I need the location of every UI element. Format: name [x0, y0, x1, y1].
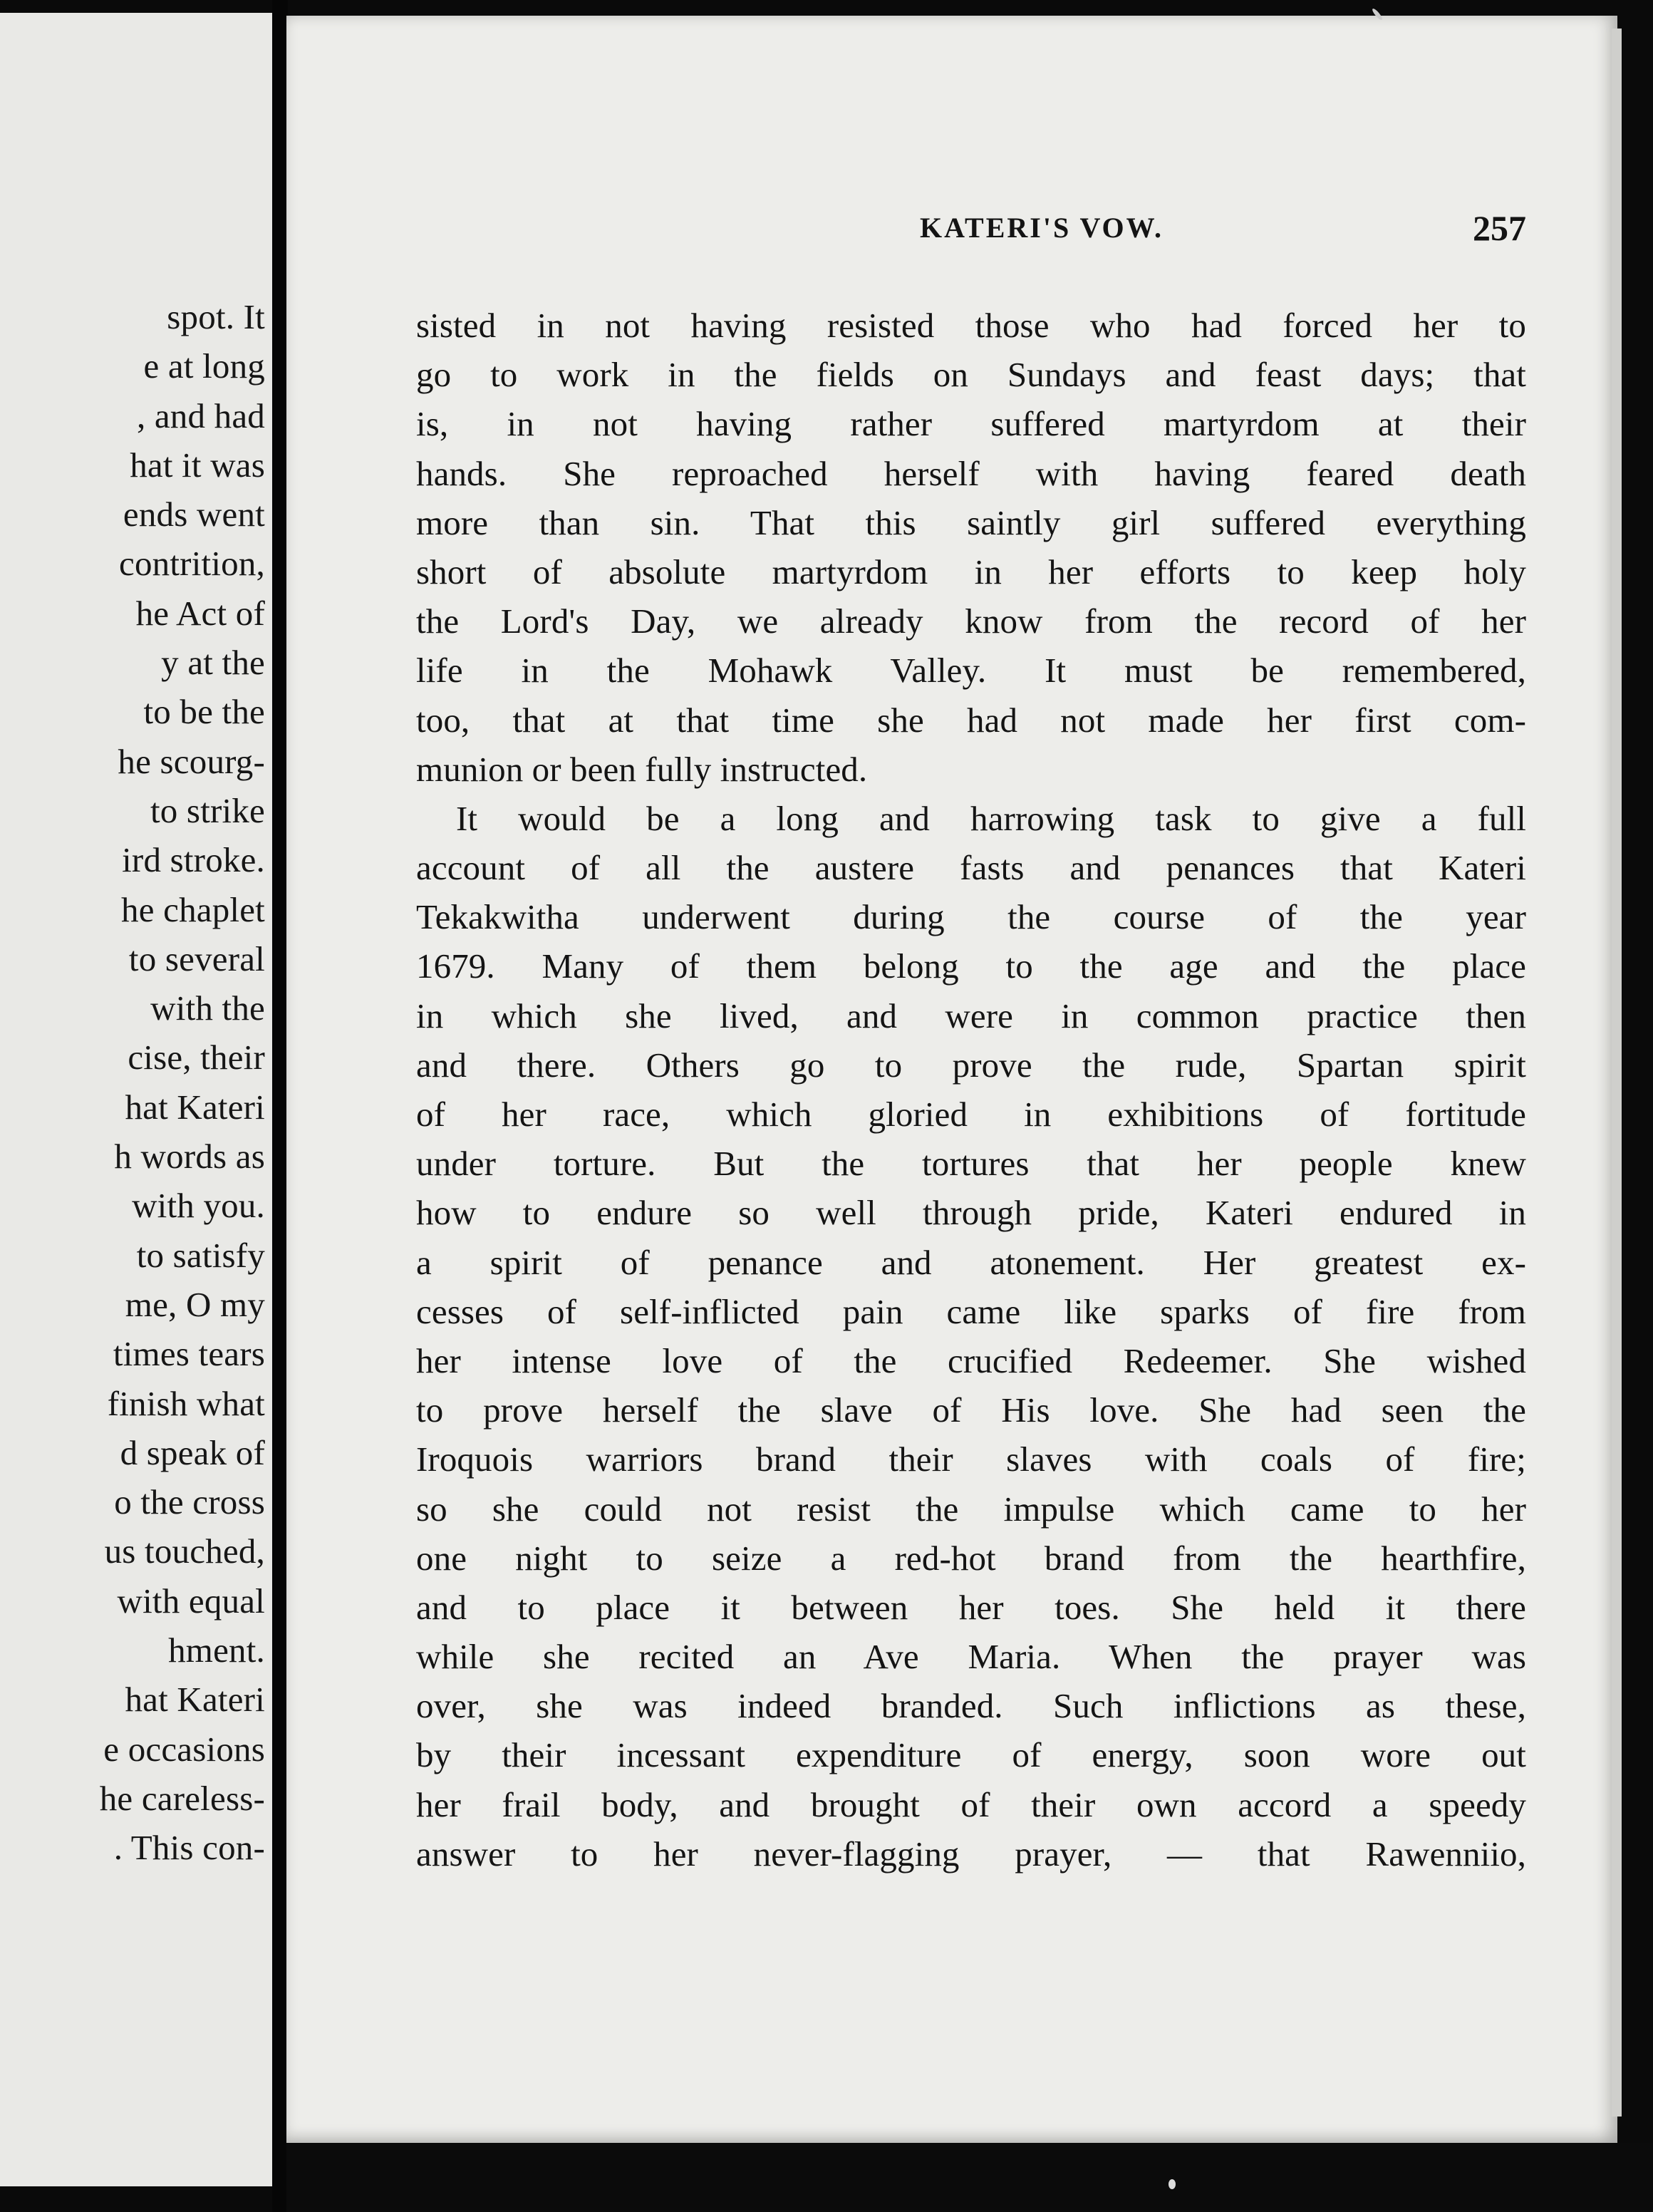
page-edge — [1612, 29, 1622, 2117]
body-line: Iroquois warriors brand their slaves with coals of fire; — [416, 1440, 1526, 1479]
left-page-line: , and had — [136, 396, 265, 435]
body-line: too, that at that time she had not made her first com- — [416, 700, 1526, 740]
left-page-line: spot. It — [167, 297, 265, 336]
body-line: the Lord's Day, we already know from the record of her — [416, 601, 1526, 641]
body-line: munion or been fully instructed. — [416, 749, 868, 789]
left-page-line: us touched, — [104, 1531, 265, 1571]
body-line: and there. Others go to prove the rude, Spartan spirit — [416, 1045, 1526, 1085]
body-line: short of absolute martyrdom in her efforts to keep holy — [416, 552, 1526, 591]
left-page-line: y at the — [161, 643, 265, 683]
body-line: It would be a long and harrowing task to give a full — [456, 798, 1526, 838]
left-page-line: with the — [150, 988, 265, 1028]
left-page-line: times tears — [113, 1334, 265, 1374]
body-line: to prove herself the slave of His love. She had seen the — [416, 1390, 1526, 1430]
body-line: is, in not having rather suffered martyrdom at their — [416, 404, 1526, 444]
body-line: in which she lived, and were in common practice then — [416, 996, 1526, 1035]
left-page-line: he scourg- — [118, 741, 265, 781]
left-page-line: h words as — [114, 1137, 265, 1177]
scan-bottom-border — [286, 2143, 1653, 2212]
left-page-line: hat it was — [130, 445, 265, 485]
left-page-line: to be the — [143, 692, 265, 732]
left-page-line: he careless- — [99, 1778, 265, 1818]
left-page-line: hment. — [168, 1630, 265, 1670]
book-gutter — [272, 0, 288, 2212]
body-line: how to endure so well through pride, Kateri endured in — [416, 1193, 1526, 1233]
body-line: so she could not resist the impulse which came to her — [416, 1489, 1526, 1529]
body-line: more than sin. That this saintly girl suffered everything — [416, 502, 1526, 542]
left-page-line: with equal — [117, 1581, 265, 1621]
left-page-line: he Act of — [135, 593, 265, 633]
body-line: one night to seize a red-hot brand from the hearthfire, — [416, 1538, 1526, 1578]
running-head-title: KATERI'S VOW. — [919, 212, 1164, 244]
body-line: over, she was indeed branded. Such inflictions as these, — [416, 1686, 1526, 1726]
body-line: 1679. Many of them belong to the age and the place — [416, 946, 1526, 986]
left-page-line: e at long — [143, 346, 265, 386]
left-page-line: finish what — [107, 1383, 265, 1423]
body-line: life in the Mohawk Valley. It must be remembered, — [416, 651, 1526, 691]
left-page-line: me, O my — [125, 1284, 265, 1324]
body-line: her intense love of the crucified Redeemer. She wished — [416, 1340, 1526, 1380]
body-line: account of all the austere fasts and penances that Kateri — [416, 848, 1526, 888]
body-line: hands. She reproached herself with having feared death — [416, 453, 1526, 493]
left-page-line: d speak of — [120, 1432, 265, 1472]
left-page-line: to several — [128, 939, 265, 978]
left-page-line: ird stroke. — [122, 840, 265, 880]
body-line: sisted in not having resisted those who had forced her to — [416, 306, 1526, 345]
right-page — [286, 16, 1617, 2143]
body-text — [416, 301, 1526, 1878]
body-line: a spirit of penance and atonement. Her greatest ex- — [416, 1242, 1526, 1282]
left-page-line: to strike — [150, 790, 265, 830]
body-line: cesses of self-inflicted pain came like sparks of fire from — [416, 1291, 1526, 1331]
left-page-line: he chaplet — [121, 889, 265, 929]
body-line: her frail body, and brought of their own accord a speedy — [416, 1784, 1526, 1824]
left-page-line: with you. — [132, 1186, 265, 1226]
left-page-line: hat Kateri — [125, 1680, 265, 1720]
page-number: 257 — [1473, 208, 1526, 248]
body-line: under torture. But the tortures that her people knew — [416, 1144, 1526, 1184]
left-page-line: to satisfy — [136, 1235, 265, 1275]
left-page-text — [0, 292, 265, 1873]
running-head — [415, 200, 1526, 257]
left-page-line: e occasions — [103, 1729, 265, 1769]
left-page-line: contrition, — [119, 544, 265, 584]
body-line: by their incessant expenditure of energy, soon wore out — [416, 1735, 1526, 1775]
left-page-line: cise, their — [128, 1038, 265, 1077]
body-line: go to work in the fields on Sundays and feast days; that — [416, 355, 1526, 395]
body-line: while she recited an Ave Maria. When the prayer was — [416, 1637, 1526, 1677]
left-facing-page — [0, 13, 272, 2186]
left-page-line: ends went — [123, 495, 265, 534]
body-line: Tekakwitha underwent during the course of the year — [416, 897, 1526, 937]
scan-speck — [1168, 2179, 1176, 2189]
left-page-line: hat Kateri — [125, 1087, 265, 1127]
left-page-line: . This con- — [113, 1828, 265, 1868]
left-page-line: o the cross — [114, 1482, 265, 1522]
body-line: and to place it between her toes. She held it there — [416, 1587, 1526, 1627]
body-line: of her race, which gloried in exhibitions of fortitude — [416, 1095, 1526, 1134]
body-line: answer to her never-flagging prayer, — that Rawenniio, — [416, 1834, 1526, 1874]
